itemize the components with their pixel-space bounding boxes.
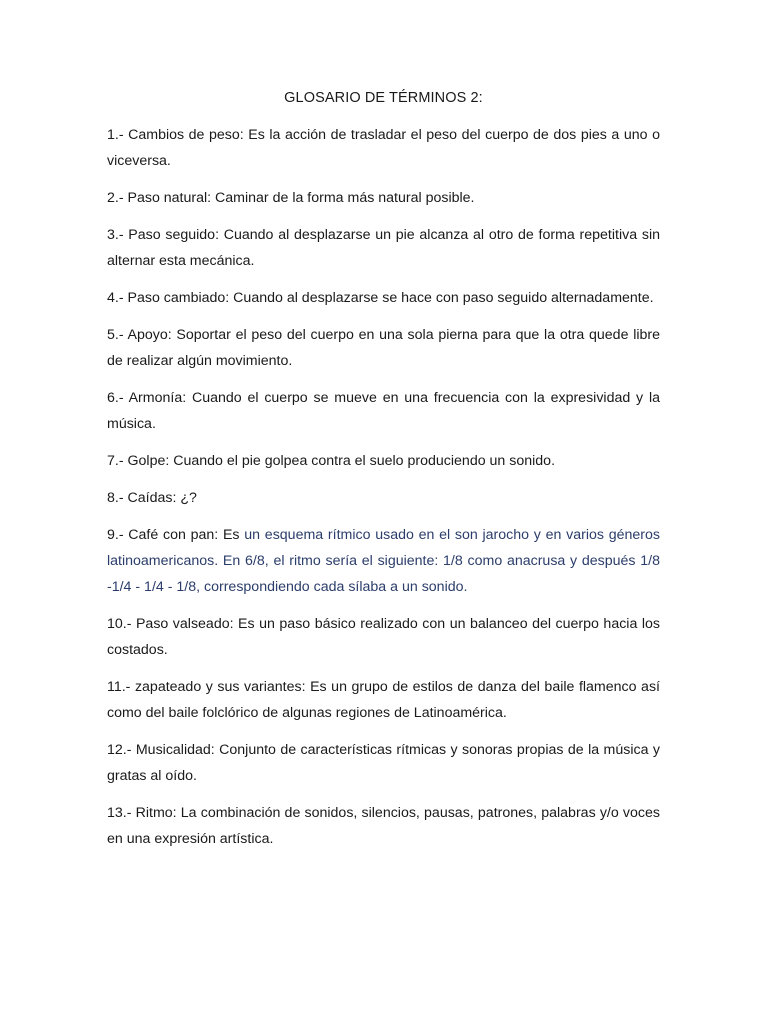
glossary-entry-6: 6.- Armonía: Cuando el cuerpo se mueve en una frecuencia con la expresividad y la música. xyxy=(107,390,660,432)
glossary-entry-10: 10.- Paso valseado: Es un paso básico realizado con un balanceo del cuerpo hacia los costados. xyxy=(107,616,660,658)
glossary-entry-1: 1.- Cambios de peso: Es la acción de trasladar el peso del cuerpo de dos pies a uno o viceversa. xyxy=(107,127,660,169)
document-page xyxy=(107,90,660,863)
glossary-entry-7: 7.- Golpe: Cuando el pie golpea contra el suelo produciendo un sonido. xyxy=(107,453,556,469)
glossary-entry-2: 2.- Paso natural: Caminar de la forma más natural posible. xyxy=(107,190,475,206)
glossary-entry-13: 13.- Ritmo: La combinación de sonidos, silencios, pausas, patrones, palabras y/o voces en una expresión artística. xyxy=(107,805,660,847)
glossary-entry-8: 8.- Caídas: ¿? xyxy=(107,490,197,506)
glossary-entry-3: 3.- Paso seguido: Cuando al desplazarse un pie alcanza al otro de forma repetitiva sin alternar esta mecánica. xyxy=(107,227,660,269)
glossary-entry-11: 11.- zapateado y sus variantes: Es un grupo de estilos de danza del baile flamenco así como del baile folclórico de algunas regiones de Latinoamérica. xyxy=(107,679,660,721)
glossary-entry-9-highlight: un esquema rítmico usado en el son jarocho y en varios géneros latinoamericanos. En 6/8, el ritmo sería el siguiente: 1/8 como anacrusa y después 1/8 -1/4 - 1/4 - 1/8, correspondiendo cada sílaba a un sonido. xyxy=(107,527,660,595)
glossary-entry-4: 4.- Paso cambiado: Cuando al desplazarse se hace con paso seguido alternadamente. xyxy=(107,290,654,306)
glossary-entry-9-prefix: 9.- Café con pan: Es xyxy=(107,527,245,543)
glossary-entry-9 xyxy=(107,522,660,600)
glossary-entry-12: 12.- Musicalidad: Conjunto de características rítmicas y sonoras propias de la música y gratas al oído. xyxy=(107,742,660,784)
document-title: GLOSARIO DE TÉRMINOS 2: xyxy=(284,90,483,106)
glossary-entry-5: 5.- Apoyo: Soportar el peso del cuerpo en una sola pierna para que la otra quede libre de realizar algún movimiento. xyxy=(107,327,660,369)
